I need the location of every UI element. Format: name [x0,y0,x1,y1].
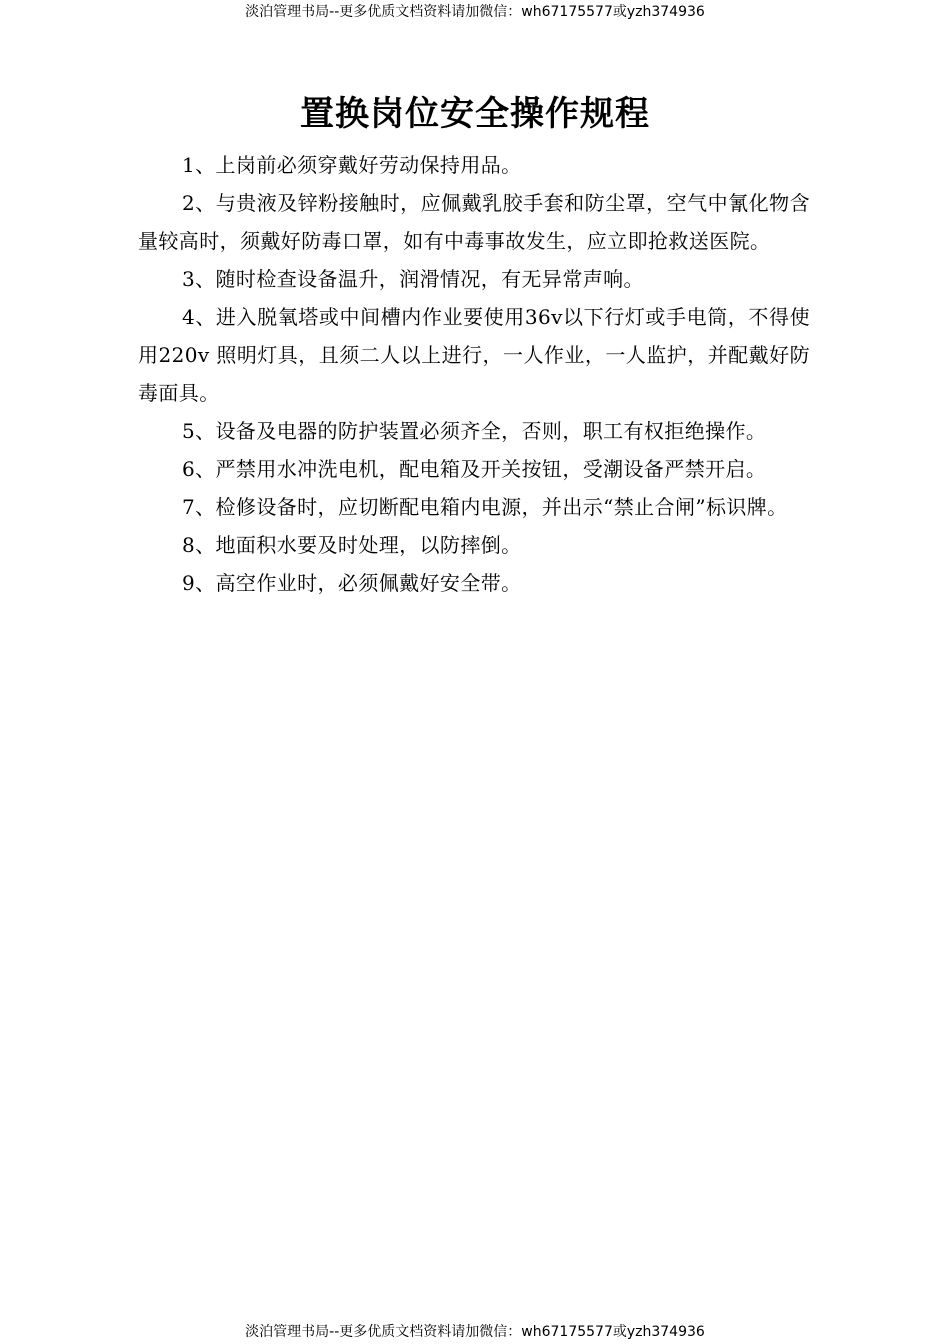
rules-list [138,146,810,602]
rule-item-8: 8、地面积水要及时处理，以防摔倒。 [182,533,522,557]
page-footer: 淡泊管理书局--更多优质文档资料请加微信：wh67175577或yzh374936 [245,1324,705,1340]
rule-item-1: 1、上岗前必须穿戴好劳动保持用品。 [182,153,522,177]
rule-item-9: 9、高空作业时，必须佩戴好安全带。 [182,571,522,595]
document-title: 置换岗位安全操作规程 [300,94,650,134]
rule-item-4: 4、进入脱氧塔或中间槽内作业要使用36v以下行灯或手电筒，不得使用220v 照明灯具，且须二人以上进行，一人作业，一人监护，并配戴好防毒面具。 [138,305,810,405]
rule-item-6: 6、严禁用水冲洗电机，配电箱及开关按钮，受潮设备严禁开启。 [182,457,767,481]
rule-item-5: 5、设备及电器的防护装置必须齐全，否则，职工有权拒绝操作。 [182,419,767,443]
page-header: 淡泊管理书局--更多优质文档资料请加微信：wh67175577或yzh374936 [245,4,705,20]
rule-item-2: 2、与贵液及锌粉接触时，应佩戴乳胶手套和防尘罩，空气中氰化物含量较高时，须戴好防毒口罩，如有中毒事故发生，应立即抢救送医院。 [138,191,810,253]
rule-item-7: 7、检修设备时，应切断配电箱内电源，并出示“禁止合闸”标识牌。 [182,495,788,519]
rule-item-3: 3、随时检查设备温升，润滑情况，有无异常声响。 [182,267,644,291]
